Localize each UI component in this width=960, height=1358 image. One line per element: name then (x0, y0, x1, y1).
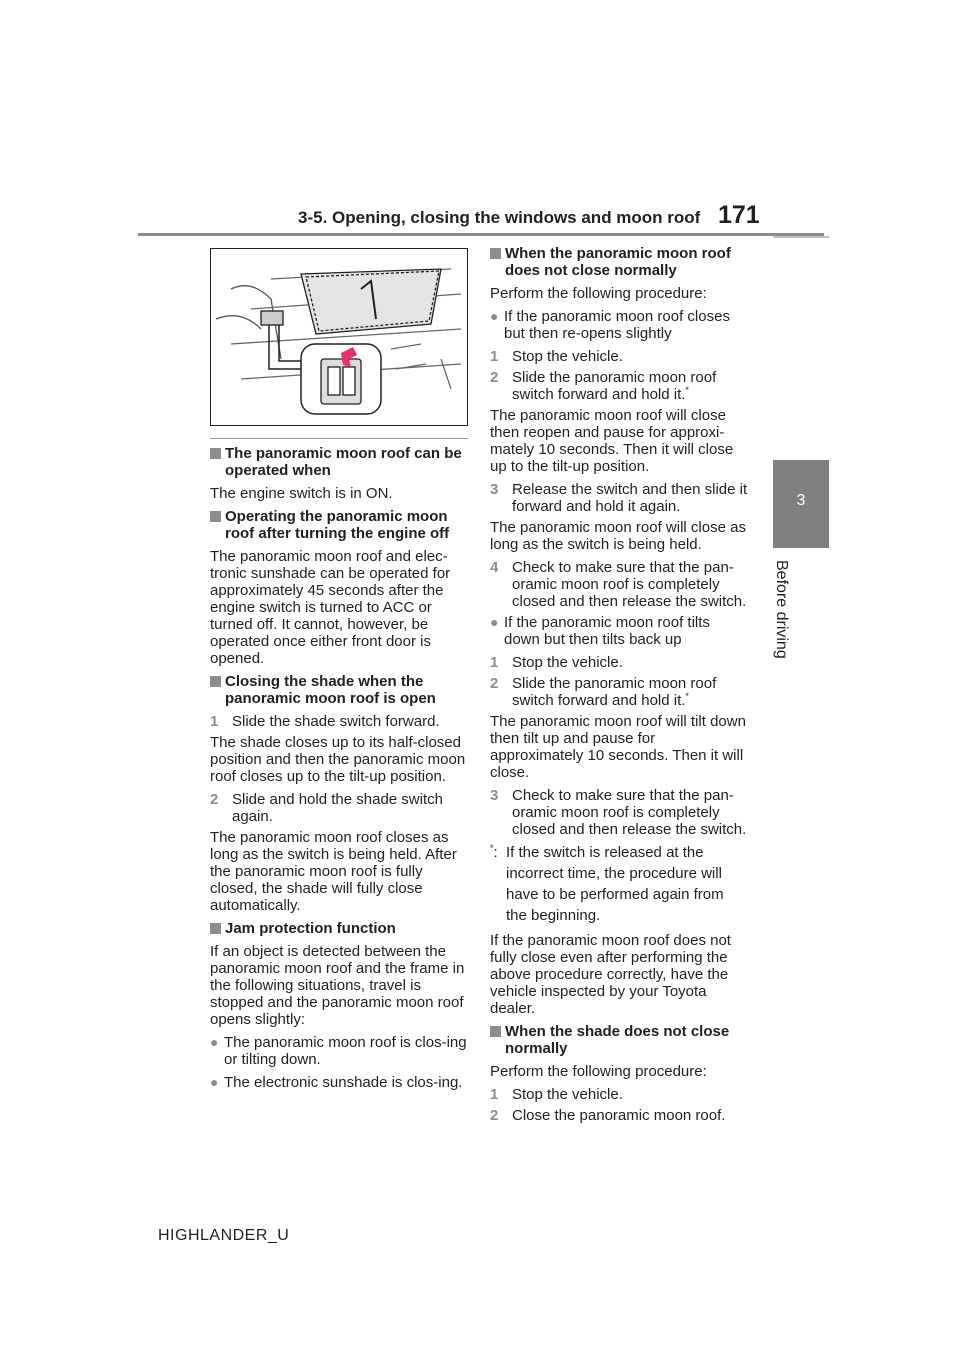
right-column (490, 245, 748, 1128)
paragraph: The panoramic moon roof will tilt down then tilt up and pause for approximately 10 seconds. Then it will close. (490, 713, 746, 781)
chapter-label-text: Before driving (773, 560, 790, 659)
section-title: 3-5. Opening, closing the windows and moon roof (298, 208, 701, 227)
step: 2 Slide and hold the shade switch again. (210, 791, 443, 825)
bullet-item: ● If the panoramic moon roof closes but then re-opens slightly (490, 308, 730, 342)
heading-roof-not-close: When the panoramic moon roof does not close normally (490, 245, 748, 279)
heading-shade-not-close: When the shade does not close normally (490, 1023, 748, 1057)
moon-roof-switch-drawing (211, 249, 466, 424)
heading-closing-shade: Closing the shade when the panoramic moon roof is open (210, 673, 468, 707)
paragraph: The engine switch is in ON. (210, 485, 393, 502)
paragraph: Perform the following procedure: (490, 1063, 707, 1080)
paragraph: If the panoramic moon roof does not fully close even after performing the above procedure correctly, have the vehicle inspected by your Toyota dealer. (490, 932, 731, 1017)
heading-operated-when: The panoramic moon roof can be operated when (210, 445, 468, 479)
chapter-number: 3 (796, 492, 806, 509)
step: 4 Check to make sure that the pan-oramic moon roof is completely closed and then release the switch. (490, 559, 747, 610)
step: 2 Slide the panoramic moon roof switch forward and hold it.* (490, 675, 717, 709)
bullet-item: ● If the panoramic moon roof tilts down but then tilts back up (490, 614, 710, 648)
step: 1 Slide the shade switch forward. (210, 713, 440, 730)
moon-roof-illustration (210, 248, 468, 426)
step: 1 Stop the vehicle. (490, 654, 623, 671)
paragraph: The shade closes up to its half-closed position and then the panoramic moon roof closes up to the tilt-up position. (210, 734, 466, 785)
step: 3 Check to make sure that the pan-oramic moon roof is completely closed and then release the switch. (490, 787, 747, 838)
paragraph: If an object is detected between the panoramic moon roof and the frame in the following situations, travel is stopped and the panoramic moon roof opens slightly: (210, 943, 465, 1028)
step: 2 Close the panoramic moon roof. (490, 1107, 726, 1124)
bullet-item: ● The electronic sunshade is clos-ing. (210, 1074, 463, 1091)
step: 1 Stop the vehicle. (490, 348, 623, 365)
tab-rule (773, 236, 829, 238)
page-number: 171 (718, 201, 760, 229)
step: 3 Release the switch and then slide it forward and hold it again. (490, 481, 748, 515)
footnote: *: If the switch is released at the incorrect time, the procedure will have to be performed again from the beginning. (490, 843, 724, 924)
document-footer: HIGHLANDER_U (158, 1227, 290, 1244)
heading-after-engine-off: Operating the panoramic moon roof after turning the engine off (210, 508, 468, 542)
paragraph: Perform the following procedure: (490, 285, 707, 302)
step: 2 Slide the panoramic moon roof switch forward and hold it.* (490, 369, 717, 403)
paragraph: The panoramic moon roof and elec-tronic sunshade can be operated for approximately 45 seconds after the engine switch is turned to ACC or turned off. It cannot, however, be operated once either front door is opened. (210, 548, 451, 667)
header-rule (138, 233, 824, 236)
paragraph: The panoramic moon roof will close as long as the switch is being held. (490, 519, 746, 553)
heading-jam-protection: Jam protection function (210, 920, 468, 937)
paragraph: The panoramic moon roof will close then reopen and pause for approxi-mately 10 seconds. Then it will close up to the tilt-up position. (490, 407, 734, 475)
figure-rule (210, 438, 468, 439)
paragraph: The panoramic moon roof closes as long as the switch is being held. After the panoramic moon roof is fully closed, the shade will fully close automatically. (210, 829, 457, 914)
chapter-label (766, 560, 796, 670)
left-column (210, 445, 468, 1097)
step: 1 Stop the vehicle. (490, 1086, 623, 1103)
chapter-tab (773, 460, 829, 548)
bullet-item: ● The panoramic moon roof is clos-ing or tilting down. (210, 1034, 467, 1068)
